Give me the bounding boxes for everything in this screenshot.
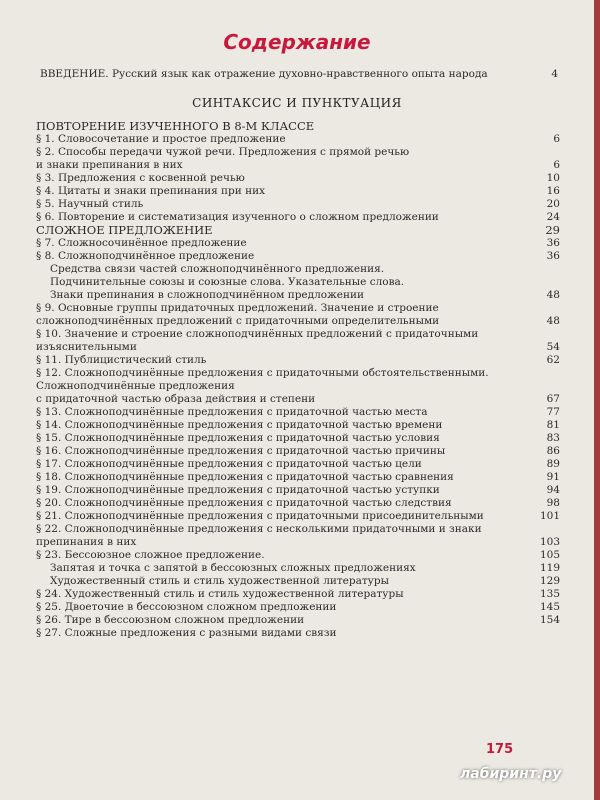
toc-entry-text: § 27. Сложные предложения с разными видами связи — [36, 627, 337, 639]
toc-page-number: 81 — [546, 419, 560, 431]
toc-entry — [36, 146, 560, 172]
toc-entry-text: § 11. Публицистический стиль — [36, 354, 207, 366]
watermark-logo: лабиринт.ру — [460, 766, 562, 782]
toc-entry — [36, 627, 560, 640]
table-of-contents — [36, 120, 560, 640]
toc-page-number: 154 — [539, 614, 560, 626]
toc-page-number: 36 — [546, 237, 560, 249]
toc-page-number: 83 — [546, 432, 560, 444]
toc-page-number: 48 — [546, 315, 560, 327]
toc-entry — [36, 198, 560, 211]
toc-entry-text: § 5. Научный стиль — [36, 198, 144, 210]
toc-page-number: 105 — [539, 549, 560, 561]
toc-page-number: 36 — [546, 250, 560, 262]
toc-entry — [36, 263, 560, 302]
toc-entry — [36, 614, 560, 627]
toc-page-number: 62 — [546, 354, 560, 366]
toc-page-number: 101 — [539, 510, 560, 522]
toc-entry-text: Знаки препинания в сложноподчинённом предложении — [50, 289, 364, 301]
toc-entry-text: § 8. Сложноподчинённое предложение — [36, 250, 255, 262]
toc-page-number: 24 — [546, 211, 560, 223]
toc-page-number: 98 — [546, 497, 560, 509]
toc-page-number: 103 — [539, 536, 560, 548]
toc-entry-text: § 18. Сложноподчинённые предложения с придаточной частью сравнения — [36, 471, 454, 483]
toc-entry-text: § 24. Художественный стиль и стиль художественной литературы — [36, 588, 404, 600]
toc-entry-text: ПОВТОРЕНИЕ ИЗУЧЕННОГО В 8-М КЛАССЕ — [36, 119, 315, 133]
toc-entry — [36, 237, 560, 250]
toc-page-number: 145 — [539, 601, 560, 613]
toc-entry — [36, 185, 560, 198]
toc-entry-text: § 22. Сложноподчинённые предложения с несколькими придаточными и знаки — [36, 523, 482, 535]
toc-entry-text: Запятая и точка с запятой в бессоюзных сложных предложениях — [50, 562, 416, 574]
toc-entry — [36, 562, 560, 575]
toc-page-number: 6 — [553, 133, 560, 145]
toc-entry — [36, 354, 560, 367]
toc-entry — [36, 523, 560, 549]
toc-entry — [36, 549, 560, 562]
toc-entry-text: § 16. Сложноподчинённые предложения с придаточной частью причины — [36, 445, 446, 457]
toc-entry-text: § 25. Двоеточие в бессоюзном сложном предложении — [36, 601, 337, 613]
toc-entry-text: § 2. Способы передачи чужой речи. Предложения с прямой речью — [36, 146, 410, 158]
toc-entry-text: с придаточной частью образа действия и степени — [36, 393, 316, 405]
toc-entry-text: Подчинительные союзы и союзные слова. Указательные слова. — [50, 276, 405, 288]
toc-entry-text: § 17. Сложноподчинённые предложения с придаточной частью цели — [36, 458, 422, 470]
intro-text: ВВЕДЕНИЕ. Русский язык как отражение духовно-нравственного опыта народа — [40, 68, 488, 80]
toc-page-number: 135 — [539, 588, 560, 600]
toc-entry — [36, 419, 560, 432]
toc-entry-text: § 19. Сложноподчинённые предложения с придаточной частью уступки — [36, 484, 440, 496]
toc-entry — [36, 471, 560, 484]
toc-page-number: 94 — [546, 484, 560, 496]
toc-page-number: 86 — [546, 445, 560, 457]
toc-entry-text: § 15. Сложноподчинённые предложения с придаточной частью условия — [36, 432, 440, 444]
toc-entry-text: изъяснительными — [36, 341, 137, 353]
toc-entry — [36, 406, 560, 419]
toc-page-number: 10 — [546, 172, 560, 184]
toc-entry — [36, 484, 560, 497]
toc-entry — [36, 250, 560, 263]
toc-entry-text: Средства связи частей сложноподчинённого предложения. — [50, 263, 385, 275]
toc-entry — [36, 575, 560, 588]
toc-page-number: 119 — [539, 562, 560, 574]
toc-page-number: 48 — [546, 289, 560, 301]
section-heading: СИНТАКСИС И ПУНКТУАЦИЯ — [192, 96, 402, 110]
toc-entry — [36, 497, 560, 510]
toc-entry — [36, 224, 560, 237]
intro-entry — [40, 68, 558, 81]
toc-entry — [36, 302, 560, 328]
toc-entry — [36, 458, 560, 471]
toc-page-number: 6 — [553, 159, 560, 171]
toc-entry-text: § 9. Основные группы придаточных предложений. Значение и строение — [36, 302, 439, 314]
toc-entry-text: § 7. Сложносочинённое предложение — [36, 237, 247, 249]
toc-entry — [36, 328, 560, 354]
toc-entry-text: Сложноподчинённые предложения — [36, 380, 235, 392]
toc-entry — [36, 588, 560, 601]
toc-entry — [36, 133, 560, 146]
toc-entry — [36, 367, 560, 406]
toc-entry-text: § 26. Тире в бессоюзном сложном предложении — [36, 614, 305, 626]
toc-entry-text: Художественный стиль и стиль художественной литературы — [50, 575, 389, 587]
toc-page-number: 29 — [545, 223, 560, 237]
toc-entry-text: § 10. Значение и строение сложноподчинённых предложений с придаточными — [36, 328, 479, 340]
toc-entry — [36, 432, 560, 445]
toc-entry-text: § 21. Сложноподчинённые предложения с придаточными присоединительными — [36, 510, 484, 522]
intro-page-number: 4 — [551, 68, 558, 80]
toc-entry-text: § 12. Сложноподчинённые предложения с придаточными обстоятельственными. — [36, 367, 489, 379]
toc-entry-text: § 20. Сложноподчинённые предложения с придаточной частью следствия — [36, 497, 452, 509]
toc-entry — [36, 120, 560, 133]
toc-page-number: 89 — [546, 458, 560, 470]
toc-entry-text: и знаки препинания в них — [36, 159, 183, 171]
toc-entry-text: § 23. Бессоюзное сложное предложение. — [36, 549, 265, 561]
page-number: 175 — [486, 742, 514, 757]
toc-entry-text: СЛОЖНОЕ ПРЕДЛОЖЕНИЕ — [36, 223, 213, 237]
toc-entry-text: сложноподчинённых предложений с придаточными определительными — [36, 315, 440, 327]
toc-entry — [36, 510, 560, 523]
toc-page-number: 91 — [546, 471, 560, 483]
toc-entry-text: препинания в них — [36, 536, 137, 548]
toc-page-number: 54 — [546, 341, 560, 353]
toc-entry-text: § 1. Словосочетание и простое предложение — [36, 133, 286, 145]
toc-entry-text: § 13. Сложноподчинённые предложения с придаточной частью места — [36, 406, 428, 418]
toc-entry-text: § 14. Сложноподчинённые предложения с придаточной частью времени — [36, 419, 443, 431]
toc-page-number: 77 — [546, 406, 560, 418]
toc-entry-text: § 4. Цитаты и знаки препинания при них — [36, 185, 266, 197]
toc-entry-text: § 6. Повторение и систематизация изученного о сложном предложении — [36, 211, 439, 223]
toc-page-number: 20 — [546, 198, 560, 210]
toc-entry — [36, 172, 560, 185]
toc-page-number: 16 — [546, 185, 560, 197]
toc-entry-text: § 3. Предложения с косвенной речью — [36, 172, 245, 184]
toc-entry — [36, 445, 560, 458]
toc-page-number: 129 — [539, 575, 560, 587]
toc-page-number: 67 — [546, 393, 560, 405]
page-title: Содержание — [223, 30, 371, 54]
toc-entry — [36, 601, 560, 614]
